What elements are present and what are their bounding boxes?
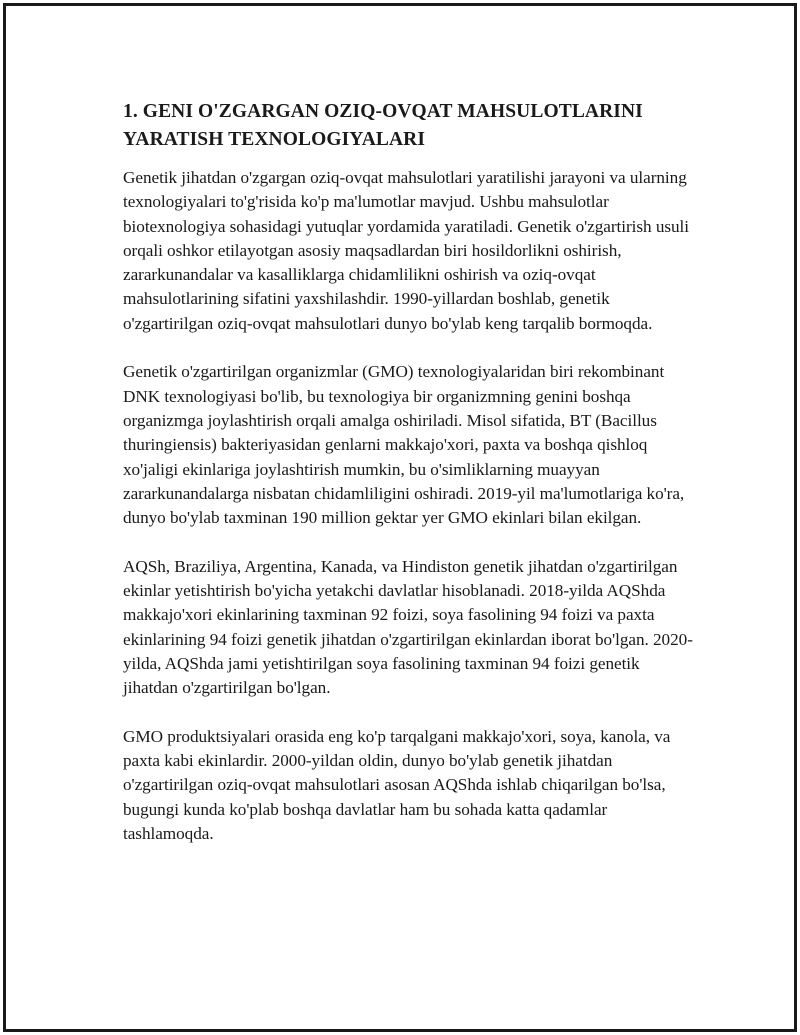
document-body xyxy=(123,98,693,846)
paragraph-1: Genetik jihatdan o'zgargan oziq-ovqat mahsulotlari yaratilishi jarayoni va ularning texnologiyalari to'g'risida ko'p ma'lumotlar mavjud. Ushbu mahsulotlar biotexnologiya sohasidagi yutuqlar yordamida yaratiladi. Genetik o'zgartirish usuli orqali oshkor etilayotgan asosiy maqsadlardan biri hosildorlikni oshirish, zararkunandalar va kasalliklarga chidamlilikni oshirish va oziq-ovqat mahsulotlarining sifatini yaxshilashdir. 1990-yillardan boshlab, genetik o'zgartirilgan oziq-ovqat mahsulotlari dunyo bo'ylab keng tarqalib bormoqda. xyxy=(123,168,690,333)
page-frame xyxy=(3,3,797,1032)
paragraph-2: Genetik o'zgartirilgan organizmlar (GMO) texnologiyalaridan biri rekombinant DNK texnologiyasi bo'lib, bu texnologiya bir organizmning genini boshqa organizmga joylashtirish orqali amalga oshiriladi. Misol sifatida, BT (Bacillus thuringiensis) bakteriyasidan genlarni makkajo'xori, paxta va boshqa qishloq xo'jaligi ekinlariga joylashtirish mumkin, bu o'simliklarning muayyan zararkunandalarga nisbatan chidamliligini oshiradi. 2019-yil ma'lumotlariga ko'ra, dunyo bo'ylab taxminan 190 million gektar yer GMO ekinlari bilan ekilgan. xyxy=(123,362,685,528)
paragraph-4: GMO produktsiyalari orasida eng ko'p tarqalgani makkajo'xori, soya, kanola, va paxta kabi ekinlardir. 2000-yildan oldin, dunyo bo'ylab genetik jihatdan o'zgartirilgan oziq-ovqat mahsulotlari asosan AQShda ishlab chiqarilgan bo'lsa, bugungi kunda ko'plab boshqa davlatlar ham bu sohada katta qadamlar tashlamoqda. xyxy=(123,726,671,844)
document-title: 1. GENI O'ZGARGAN OZIQ-OVQAT MAHSULOTLARINI YARATISH TEXNOLOGIYALARI xyxy=(123,101,643,150)
paragraph-3: AQSh, Braziliya, Argentina, Kanada, va Hindiston genetik jihatdan o'zgartirilgan ekinlar yetishtirish bo'yicha yetakchi davlatlar hisoblanadi. 2018-yilda AQShda makkajo'xori ekinlarining taxminan 92 foizi, soya fasolining 94 foizi va paxta ekinlarining 94 foizi genetik jihatdan o'zgartirilgan ekinlardan iborat bo'lgan. 2020-yilda, AQShda jami yetishtirilgan soya fasolining taxminan 94 foizi genetik jihatdan o'zgartirilgan bo'lgan. xyxy=(123,556,693,698)
